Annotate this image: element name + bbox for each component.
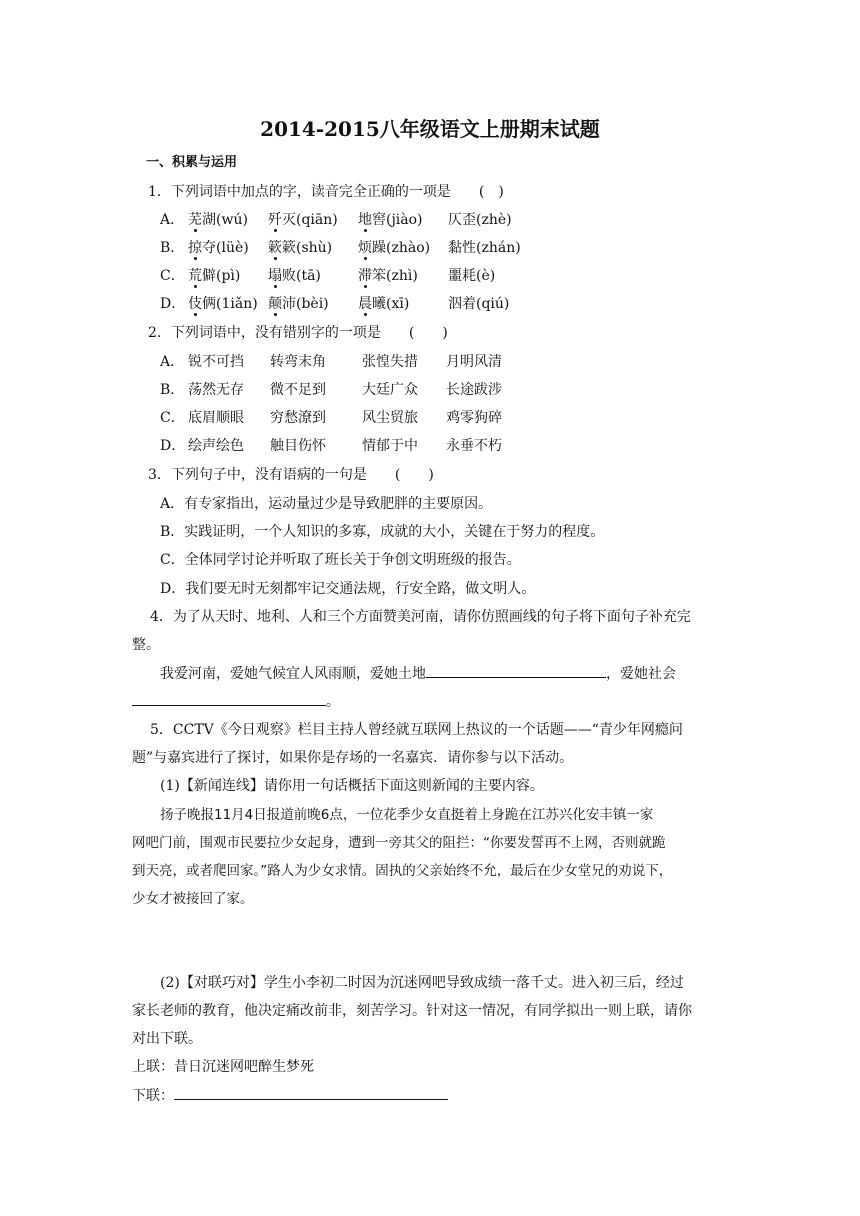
- q1-word-rest: 俩(1iǎn): [202, 296, 258, 312]
- q4-blank-society[interactable]: [132, 691, 326, 706]
- q1-option-word: [188, 266, 240, 286]
- q2-option-word: 绘声绘色: [188, 438, 244, 454]
- q1-word-rest: 窖(jiào): [372, 212, 423, 228]
- q1-option-word: [358, 294, 409, 314]
- q2-option-word: 触目伤怀: [270, 438, 326, 454]
- q2-option-label: A．: [160, 354, 185, 370]
- q2-option-label: D．: [160, 438, 186, 454]
- section-heading: 一、积累与运用: [146, 155, 238, 170]
- q1-stem: 1．下列词语中加点的字，读音完全正确的一项是 ( ): [148, 184, 504, 200]
- q2-option-word: 底眉顺眼: [188, 410, 244, 426]
- q1-dotted-char: 簌: [268, 240, 282, 256]
- q1-option-word: [448, 294, 509, 314]
- q1-dotted-char: 歼: [268, 212, 282, 228]
- page-title: 2014-2015八年级语文上册期末试题: [260, 117, 600, 141]
- q5-sub2-line2: 家长老师的教育，他决定痛改前非，刻苦学习。针对这一情况，有同学拟出一则上联，请你: [132, 1003, 692, 1019]
- q5-sub2-line1: (2)【对联巧对】学生小李初二时因为沉迷网吧导致成绩一落千丈。进入初三后，经过: [160, 975, 684, 991]
- q5-sub2-line3: 对出下联。: [132, 1031, 202, 1047]
- q1-word-rest: 夺(lüè): [202, 240, 249, 256]
- q1-option-word: [448, 266, 495, 286]
- q1-option-word: [448, 238, 521, 258]
- q1-word-rest: 败(tā): [282, 268, 321, 284]
- q4-stem-line1: 4．为了从天时、地利、人和三个方面赞美河南，请你仿照画线的句子将下面句子补充完: [150, 609, 691, 625]
- q2-option-word: 长途跋涉: [446, 382, 502, 398]
- q1-dotted-char: 塌: [268, 268, 282, 284]
- q1-word-rest: 仄歪(zhè): [448, 212, 512, 228]
- q1-word-rest: 沛(bèi): [282, 296, 329, 312]
- q2-option-word: 荡然无存: [188, 382, 244, 398]
- q4-sentence-end: 。: [326, 694, 340, 710]
- q2-option-word: 风尘贸旅: [362, 410, 418, 426]
- q1-option-word: [358, 210, 423, 230]
- q1-option-label: D．: [160, 296, 186, 312]
- news-line: 网吧门前，围观市民要拉少女起身，遭到一旁其父的阻拦：“你要发誓再不上网，否则就跪: [132, 835, 666, 851]
- q1-dotted-char: 滞: [358, 268, 372, 284]
- q1-option-label: B．: [160, 240, 185, 256]
- q2-option-word: 锐不可挡: [188, 354, 244, 370]
- q2-option-word: 大廷广众: [362, 382, 418, 398]
- q1-word-rest: 灭(qiān): [282, 212, 338, 228]
- q1-word-rest: 曦(xī): [372, 296, 410, 312]
- q1-word-rest: 笨(zhì): [372, 268, 418, 284]
- news-line: 到天亮，或者爬回家。”路人为少女求情。固执的父亲始终不允，最后在少女堂兄的劝说下，: [132, 863, 673, 879]
- q1-option-word: [188, 294, 258, 314]
- q1-option-word: [268, 238, 332, 258]
- q1-option-word: [268, 210, 338, 230]
- q1-option-label: A．: [160, 212, 185, 228]
- couplet-lower-label: 下联：: [132, 1088, 174, 1104]
- q2-stem: 2．下列词语中，没有错别字的一项是 ( ): [148, 325, 448, 341]
- q1-word-rest: 噩耗(è): [448, 268, 496, 284]
- q1-word-rest: 躁(zhào): [372, 240, 431, 256]
- q2-option-word: 穷愁潦到: [270, 410, 326, 426]
- q1-option-label: C．: [160, 268, 185, 284]
- q2-option-word: 永垂不朽: [446, 438, 502, 454]
- q2-option-word: 转弯末角: [270, 354, 326, 370]
- q1-word-rest: 黏性(zhán): [448, 240, 521, 256]
- q4-sentence-line2: [132, 691, 340, 712]
- q1-dotted-char: 颠: [268, 296, 282, 312]
- q2-option-word: 鸡零狗碎: [446, 410, 502, 426]
- q2-option-label: B．: [160, 382, 185, 398]
- q1-word-rest: 簌(shù): [282, 240, 333, 256]
- couplet-upper: 上联：昔日沉迷网吧醉生梦死: [132, 1059, 314, 1075]
- q1-dotted-char: 伎: [188, 296, 202, 312]
- q4-sentence-part-a: 我爱河南，爱她气候宜人风雨顺，爱她土地: [160, 666, 426, 682]
- q2-option-word: 月明风清: [446, 354, 502, 370]
- q1-option-word: [268, 294, 329, 314]
- q2-option-label: C．: [160, 410, 185, 426]
- news-line: 扬子晚报11月4日报道前晚6点，一位花季少女直挺着上身跪在江苏兴化安丰镇一家: [160, 807, 654, 823]
- q1-option-word: [188, 210, 248, 230]
- q1-dotted-char: 烦: [358, 240, 372, 256]
- q1-word-rest: 湖(wú): [202, 212, 248, 228]
- q3-option-d: D．我们要无时无刻都牢记交通法规，行安全路，做文明人。: [160, 581, 536, 597]
- q5-sub1: (1)【新闻连线】请你用一句话概括下面这则新闻的主要内容。: [160, 778, 544, 794]
- q1-word-rest: 僻(pì): [202, 268, 241, 284]
- q1-dotted-char: 荒: [188, 268, 202, 284]
- q3-option-c: C．全体同学讨论并听取了班长关于争创文明班级的报告。: [160, 552, 521, 568]
- q1-option-word: [358, 238, 430, 258]
- q1-dotted-char: 晨: [358, 296, 372, 312]
- q1-option-word: [448, 210, 512, 230]
- q4-sentence: [160, 663, 676, 684]
- q1-dotted-char: 掠: [188, 240, 202, 256]
- q1-option-word: [268, 266, 321, 286]
- q1-word-rest: 泅着(qiú): [448, 296, 510, 312]
- q1-option-word: [188, 238, 249, 258]
- couplet-lower-blank[interactable]: [174, 1085, 448, 1100]
- q4-blank-land[interactable]: [426, 663, 606, 678]
- news-line: 少女才被接回了家。: [132, 891, 254, 907]
- q1-dotted-char: 地: [358, 212, 372, 228]
- q5-stem-line1: 5．CCTV《今日观察》栏目主持人曾经就互联网上热议的一个话题——“青少年网瘾问: [150, 722, 683, 738]
- q4-sentence-part-b: ，爱她社会: [606, 666, 676, 682]
- q3-option-a: A．有专家指出，运动量过少是导致肥胖的主要原因。: [160, 496, 493, 512]
- q3-option-b: B．实践证明，一个人知识的多寡，成就的大小，关键在于努力的程度。: [160, 524, 605, 540]
- q5-stem-line2: 题”与嘉宾进行了探讨，如果你是存场的一名嘉宾．请你参与以下活动。: [132, 750, 574, 766]
- q2-option-word: 情郁于中: [362, 438, 418, 454]
- q3-stem: 3．下列句子中，没有语病的一句是 ( ): [148, 467, 434, 483]
- q1-dotted-char: 芜: [188, 212, 202, 228]
- q4-stem-line2: 整。: [132, 637, 160, 653]
- q2-option-word: 张惶失措: [362, 354, 418, 370]
- q2-option-word: 微不足到: [270, 382, 326, 398]
- couplet-lower: [132, 1085, 448, 1106]
- q1-option-word: [358, 266, 418, 286]
